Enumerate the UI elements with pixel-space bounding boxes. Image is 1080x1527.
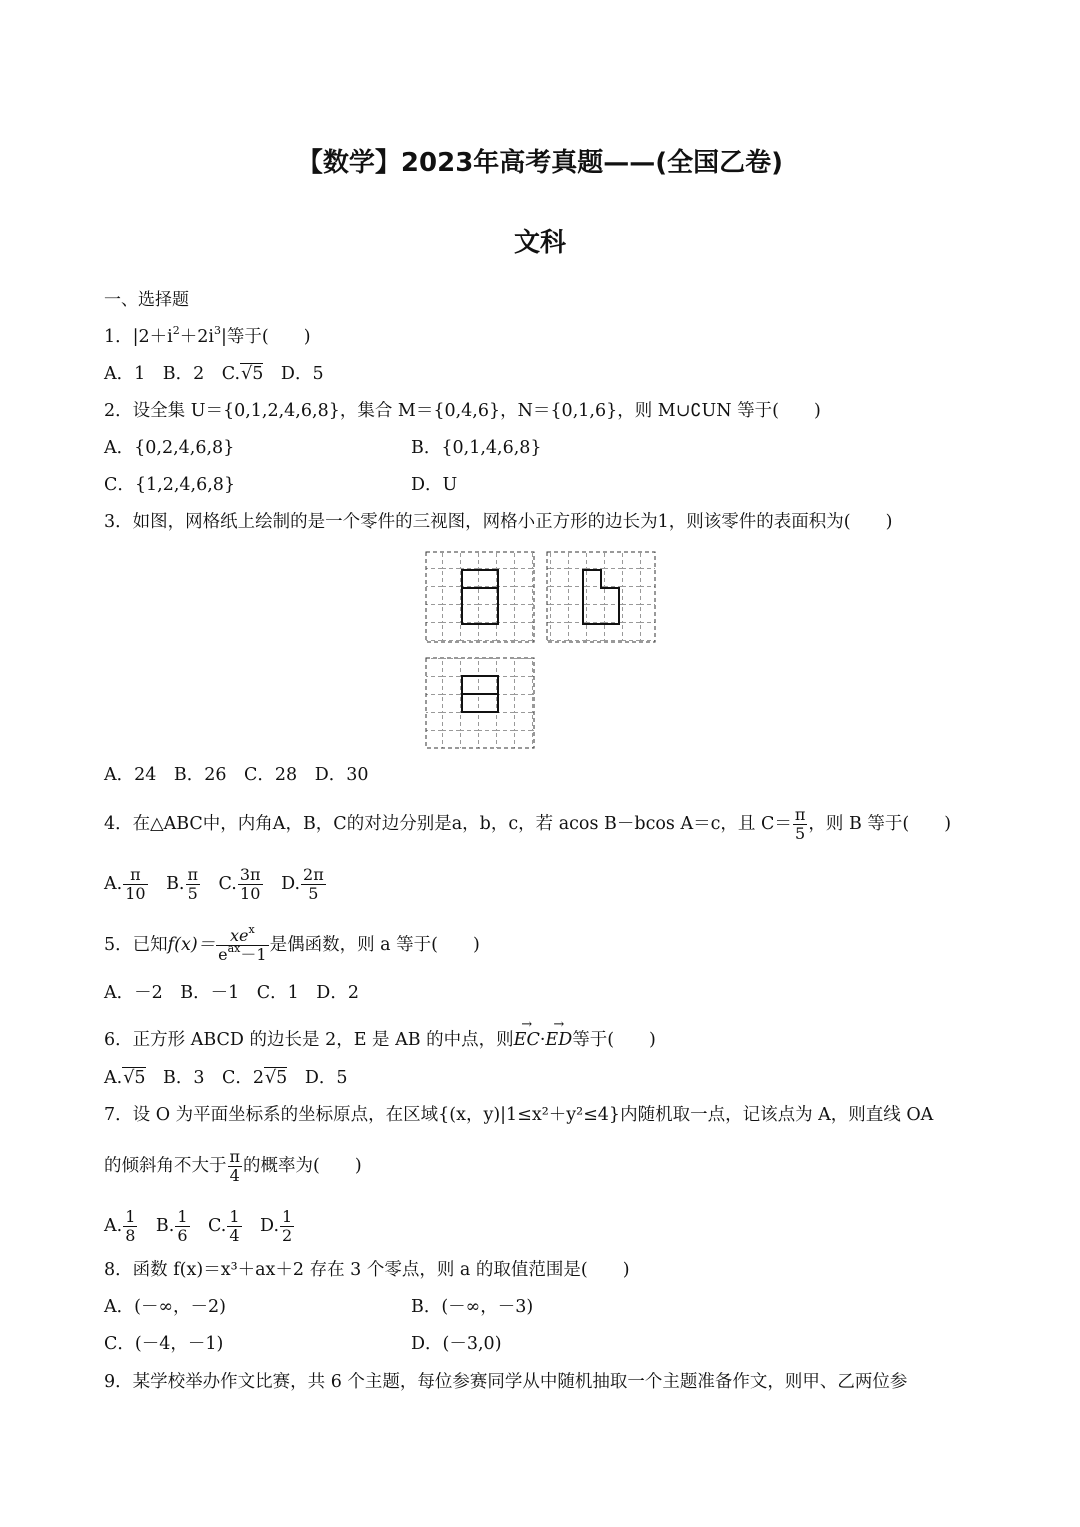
q3-options: A．24 B．26 C．28 D．30 [104, 765, 369, 785]
q6-options: A.√5 B．3 C．2√5 D．5 [104, 1068, 348, 1088]
three-view-figure [424, 550, 660, 752]
question-number: 3． [104, 512, 133, 532]
q1-expression: $|2+i^2+2i^3|$ [132, 324, 227, 347]
question-3 [104, 510, 892, 534]
side-view [547, 552, 655, 642]
question-text: 如图，网格纸上绘制的是一个零件的三视图，网格小正方形的边长为1，则该零件的表面积为( ) [132, 512, 893, 532]
q2-option-b: B．{0,1,4,6,8} [411, 438, 542, 458]
vector-ed: → ED [545, 1028, 572, 1052]
q2-option-a: A．{0,2,4,6,8} [104, 438, 235, 458]
question-1 [104, 325, 311, 349]
q8-option-c: C．(－4，－1) [104, 1334, 224, 1354]
fraction: $\frac{\pi}{4}$ [229, 1147, 241, 1185]
q8-option-a: A．(－∞，－2) [104, 1297, 227, 1317]
q8-option-b: B．(－∞，－3) [411, 1297, 534, 1317]
question-6: 6．正方形 ABCD 的边长是 2，E 是 AB 的中点，则→ EC·→ ED等于( ) [104, 1028, 656, 1052]
vector-ec: → EC [514, 1028, 540, 1052]
question-9: 9．某学校举办作文比赛，共 6 个主题，每位参赛同学从中随机抽取一个主题准备作文，则甲、乙两位参 [104, 1372, 908, 1392]
q1-options: A．1 B．2 C.√5 D．5 [104, 364, 324, 384]
q8-option-d: D．(－3,0) [411, 1334, 502, 1354]
top-view [426, 658, 534, 748]
question-number: 9． [104, 1372, 133, 1392]
question-text: 在△ABC中，内角A，B，C的对边分别是a，b，c，若 acos B－bcos A＝c，且 C＝ [132, 814, 792, 834]
question-8: 8．函数 f(x)＝x³＋ax＋2 存在 3 个零点，则 a 的取值范围是( ) [104, 1260, 630, 1280]
section-label: 一、选择题 [104, 290, 189, 310]
q2-option-c: C．{1,2,4,6,8} [104, 475, 236, 495]
question-number: 4． [104, 814, 133, 834]
question-number: 5． [104, 935, 133, 955]
question-text: 设全集 U＝{0,1,2,4,6,8}，集合 M＝{0,4,6}，N＝{0,1,6}，则 M∪∁UN 等于( ) [132, 401, 821, 421]
question-5: 5．已知f(x)＝ $\frac{xe^x}{e^{ax}-1}$ 是偶函数，则 a 等于( ) [104, 923, 480, 964]
q1-stem: 等于( ) [226, 327, 311, 347]
page-title: 【数学】2023年高考真题——(全国乙卷) [296, 148, 784, 178]
question-2 [104, 399, 821, 423]
q2-option-d: D．U [411, 475, 458, 495]
fraction: $\frac{xe^x}{e^{ax}-1}$ [218, 923, 267, 964]
fraction: $\frac{\pi}{5}$ [794, 805, 806, 843]
question-7: 7．设 O 为平面坐标系的坐标原点，在区域{(x，y)|1≤x²＋y²≤4}内随机取一点，记该点为 A，则直线 OA [104, 1105, 934, 1125]
q4-options: A. $\frac{\pi}{10}$ B. $\frac{\pi}{5}$ C. $\frac{3\pi}{10}$ D. $\frac{2\pi}{5}$ [104, 865, 324, 903]
question-number: 6． [104, 1030, 133, 1050]
q5-options: A．－2 B．－1 C．1 D．2 [104, 983, 359, 1003]
question-7-line2: 的倾斜角不大于 $\frac{\pi}{4}$ 的概率为( ) [104, 1147, 362, 1185]
front-view [426, 552, 534, 642]
question-number: 2． [104, 401, 133, 421]
question-number: 8． [104, 1260, 133, 1280]
question-number: 1． [104, 327, 133, 347]
question-number: 7． [104, 1105, 133, 1125]
page-subtitle: 文科 [513, 228, 566, 258]
q7-options: A. $\frac{1}{8}$ B. $\frac{1}{6}$ C. $\frac{1}{4}$ D. $\frac{1}{2}$ [104, 1207, 293, 1245]
question-4: 4．在△ABC中，内角A，B，C的对边分别是a，b，c，若 acos B－bcos A＝c，且 C＝ $\frac{\pi}{5}$ ，则 B 等于( ) [104, 805, 952, 843]
